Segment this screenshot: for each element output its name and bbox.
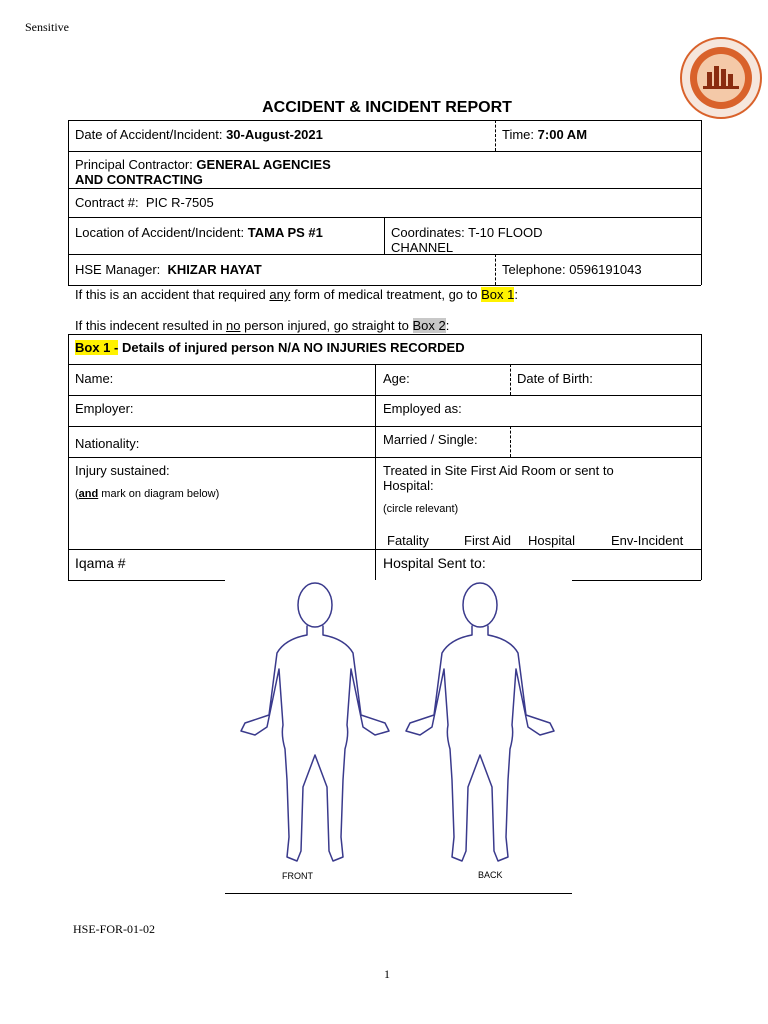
iqama-label: Iqama # xyxy=(75,555,126,571)
diagram-divider xyxy=(225,893,572,894)
name-label: Name: xyxy=(75,371,114,386)
instruction-text: If this indecent resulted in xyxy=(75,318,227,333)
coordinates-value-line1: T-10 FLOOD xyxy=(468,225,543,240)
option-hospital[interactable]: Hospital xyxy=(528,533,575,548)
injury-note-paren: ( xyxy=(75,488,79,500)
instruction-text: : xyxy=(514,287,518,302)
time-row xyxy=(502,127,587,142)
contract-value: PIC R-7505 xyxy=(145,195,214,210)
back-label: BACK xyxy=(478,870,503,880)
contractor-value-line1: GENERAL AGENCIES xyxy=(196,157,331,172)
contractor-value-line2: AND CONTRACTING xyxy=(75,172,203,187)
coordinates-label: Coordinates: xyxy=(391,225,465,240)
page-title: ACCIDENT & INCIDENT REPORT xyxy=(262,99,512,116)
dob-label: Date of Birth: xyxy=(517,371,593,386)
contractor-row xyxy=(75,157,331,172)
nationality-label: Nationality: xyxy=(75,436,140,451)
age-label: Age: xyxy=(383,371,410,386)
date-label: Date of Accident/Incident: xyxy=(75,127,223,142)
front-label: FRONT xyxy=(282,871,313,881)
circle-note: (circle relevant) xyxy=(383,503,459,515)
treated-label-line2: Hospital: xyxy=(383,478,434,493)
option-first-aid[interactable]: First Aid xyxy=(464,533,511,548)
telephone-label: Telephone: xyxy=(502,262,566,277)
page-number: 1 xyxy=(384,967,390,981)
time-label: Time: xyxy=(502,127,535,142)
instruction-text: person injured, go straight to xyxy=(240,318,413,333)
body-diagram xyxy=(225,575,575,875)
manager-label: HSE Manager: xyxy=(75,262,161,277)
box1-heading-text: Details of injured person N/A NO INJURIES RECORDED xyxy=(118,340,465,355)
treated-label-line1: Treated in Site First Aid Room or sent to xyxy=(383,463,614,478)
injury-note-text: mark on diagram below) xyxy=(98,488,220,500)
front-body-figure xyxy=(241,583,389,861)
telephone-value: 0596191043 xyxy=(569,262,642,277)
instruction-text: : xyxy=(445,318,450,333)
date-value: 30-August-2021 xyxy=(226,127,323,142)
coordinates-value-line2: CHANNEL xyxy=(391,240,454,255)
form-code: HSE-FOR-01-02 xyxy=(73,922,156,936)
box2-reference: Box 2 xyxy=(412,318,446,333)
underlined-word: no xyxy=(226,318,241,333)
instruction-text: If this is an accident that required xyxy=(75,287,270,302)
manager-row xyxy=(75,262,262,277)
employer-label: Employer: xyxy=(75,401,134,416)
injury-note xyxy=(75,488,219,501)
instruction-line-1 xyxy=(75,287,518,302)
box1-reference: Box 1 xyxy=(481,287,515,302)
underlined-word: any xyxy=(269,287,291,302)
married-label: Married / Single: xyxy=(383,432,478,447)
hospital-sent-label: Hospital Sent to: xyxy=(383,555,486,571)
box1-heading xyxy=(75,340,465,355)
back-body-figure xyxy=(406,583,554,861)
injury-note-emphasis: and xyxy=(78,488,99,500)
contract-row xyxy=(75,195,214,210)
contractor-label: Principal Contractor: xyxy=(75,157,193,172)
box1-heading-label: Box 1 - xyxy=(75,340,119,355)
location-label: Location of Accident/Incident: xyxy=(75,225,245,240)
instruction-text: form of medical treatment, go to xyxy=(290,287,482,302)
manager-value: KHIZAR HAYAT xyxy=(167,262,262,277)
date-row xyxy=(75,127,323,142)
option-fatality[interactable]: Fatality xyxy=(387,533,429,548)
instruction-line-2 xyxy=(75,318,449,333)
contract-label: Contract #: xyxy=(75,195,139,210)
time-value: 7:00 AM xyxy=(537,127,588,142)
coordinates-row xyxy=(391,225,543,240)
location-value: TAMA PS #1 xyxy=(247,225,323,240)
option-env-incident[interactable]: Env-Incident xyxy=(611,533,684,548)
employed-as-label: Employed as: xyxy=(383,401,462,416)
sensitivity-label: Sensitive xyxy=(25,20,69,34)
telephone-row xyxy=(502,262,642,277)
location-row xyxy=(75,225,323,240)
injury-label: Injury sustained: xyxy=(75,463,170,478)
